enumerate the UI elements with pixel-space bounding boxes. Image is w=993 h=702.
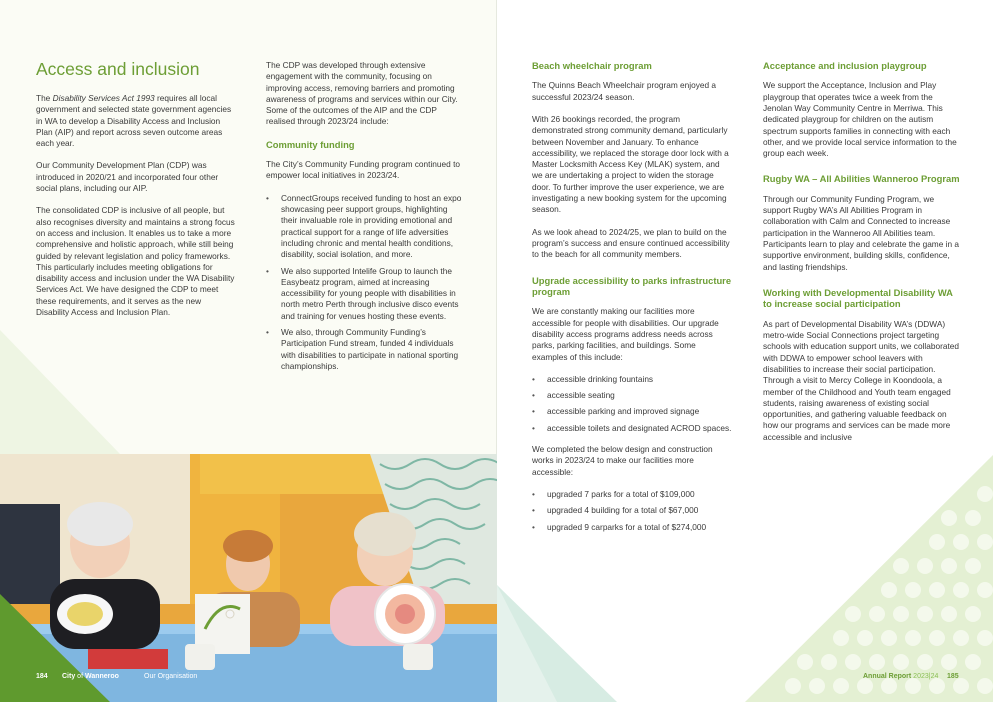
playgroup-heading: Acceptance and inclusion playgroup: [763, 60, 927, 71]
list-item: • accessible parking and improved signage: [532, 406, 732, 417]
polka-dot: [833, 678, 849, 694]
polka-dot: [977, 678, 993, 694]
polka-dot: [893, 654, 909, 670]
polka-dot: [977, 486, 993, 502]
community-funding-paragraph: The City’s Community Funding program continued to empower local initiatives in 2023/24.: [266, 159, 460, 181]
polka-dot: [833, 630, 849, 646]
polka-dot: [929, 630, 945, 646]
polka-dot: [893, 558, 909, 574]
polka-dot: [785, 678, 801, 694]
photo-illustration: [0, 454, 497, 702]
ddwa-heading: Working with Developmental Disability WA to increase social participation: [763, 286, 953, 310]
list-item: • accessible seating: [532, 390, 732, 401]
left-column-1: [36, 58, 236, 329]
page-title: Access and inclusion: [36, 59, 200, 79]
beach-wheelchair-heading: Beach wheelchair program: [532, 60, 652, 71]
pale-green-triangle: [0, 330, 120, 454]
list-item: • upgraded 4 building for a total of $67,000: [532, 505, 732, 516]
cdp-development-paragraph: The CDP was developed through extensive engagement with the community, focusing on improving access, removing barriers and promoting awareness of programs and services within our City. Some of the outcomes of the AIP and the CDP realised through 2023/24 include:: [266, 60, 458, 127]
polka-dot: [953, 534, 969, 550]
rugby-wa-heading: Rugby WA – All Abilities Wanneroo Program: [763, 173, 960, 185]
polka-dot: [965, 510, 981, 526]
polka-dot: [977, 582, 993, 598]
consolidated-cdp-paragraph: The consolidated CDP is inclusive of all people, but also recognises diversity and maintains a strong focus on access and inclusion. It enables us to take a more comprehensive and holistic approach, while still being guided by relevant legislation and policy frameworks. This particularly includes meeting obligations for disability access and inclusion under the WA Disability Services Act. We have designed the CDP to meet these requirements, and it serves as the new Disability Access and Inclusion Plan.: [36, 205, 235, 318]
polka-dot: [977, 630, 993, 646]
community-funding-heading: Community funding: [266, 138, 355, 150]
list-item: • We also supported Intelife Group to launch the Easybeatz program, aimed at increasing accessibility for young people with disabilities in north metro Perth through inclusive disco events and training for venues hosting these events.: [266, 266, 464, 322]
polka-dot: [953, 582, 969, 598]
list-item: • accessible toilets and designated ACROD spaces.: [532, 423, 732, 434]
list-item: • We also, through Community Funding’s Participation Fund stream, funded 4 individuals with disabilities to participate in national sporting championships.: [266, 327, 464, 372]
polka-dot: [941, 654, 957, 670]
intro-text-post: requires all local government and selected state government agencies in WA to develop a Disability Access and Inclusion Plan (AIP) and report across seven outcome areas each year.: [36, 93, 232, 149]
report-year: 2023|24: [911, 673, 939, 680]
polka-dot: [977, 534, 993, 550]
polka-dot: [845, 606, 861, 622]
right-column-3: [532, 60, 732, 543]
polka-dot: [869, 654, 885, 670]
beach-wheelchair-paragraph-3: As we look ahead to 2024/25, we plan to build on the program’s success and ensure continued accessibility to the beach for all community members.: [532, 226, 730, 260]
polka-dot: [965, 558, 981, 574]
annual-report-text: Annual Report: [863, 673, 912, 680]
completed-works-paragraph: We completed the below design and construction works in 2023/24 to make our facilities more accessible:: [532, 444, 713, 477]
upgrade-accessibility-paragraph: We are constantly making our facilities more accessible for people with disabilities. Our upgrade disability access programs address needs across parks, parking facilities, and buildings. Some examples of this include:: [532, 306, 719, 362]
polka-dot: [941, 510, 957, 526]
polka-dot: [881, 582, 897, 598]
left-page-number: 184: [36, 673, 48, 680]
polka-dot: [917, 558, 933, 574]
completed-works-list: [532, 489, 732, 533]
left-column-2: [266, 60, 464, 382]
report-label: [863, 672, 938, 681]
polka-dot: [869, 606, 885, 622]
polka-dot: [881, 630, 897, 646]
polka-dot: [857, 630, 873, 646]
city-name: Wanneroo: [84, 673, 119, 680]
section-label: Our Organisation: [144, 673, 198, 680]
right-column-4: [763, 60, 961, 454]
polka-dot: [941, 558, 957, 574]
beach-wheelchair-paragraph-1: The Quinns Beach Wheelchair program enjoyed a successful 2023/24 season.: [532, 80, 717, 102]
act-name: Disability Services Act 1993: [52, 93, 155, 103]
polka-dot: [941, 606, 957, 622]
right-page-number: 185: [947, 673, 959, 680]
list-item: • accessible drinking fountains: [532, 374, 732, 385]
polka-dot: [917, 654, 933, 670]
city-of: of: [75, 673, 85, 680]
polka-dot: [845, 654, 861, 670]
list-item: • upgraded 7 parks for a total of $109,000: [532, 489, 732, 500]
city-prefix: City: [62, 673, 76, 680]
polka-dot: [809, 678, 825, 694]
playgroup-paragraph: We support the Acceptance, Inclusion and Play playgroup that operates twice a week from the Jenolan Way Community Centre in Merriwa. This dedicated playgroup for children on the autism spectrum supports families in connecting with each other, and we provide local service information to the group each week.: [763, 80, 957, 159]
polka-dot: [905, 630, 921, 646]
list-item: • upgraded 9 carparks for a total of $274,000: [532, 522, 732, 533]
rugby-wa-paragraph: Through our Community Funding Program, we support Rugby WA’s All Abilities Program in collaboration with Calm and Connected to increase participation in the Wanneroo All Abilities team. Participants learn to play and celebrate the game in a supportive environment, building skills, confidence, and lasting friendships.: [763, 193, 960, 272]
polka-dot: [917, 606, 933, 622]
beach-wheelchair-paragraph-2: With 26 bookings recorded, the program demonstrated strong community demand, particularly between November and January. To enhance accessibility, we replaced the storage door lock with a Master Locksmith Access Key (MLAK) system, and we are undertaking a project to widen the storage door. To further improve the user experience, we are investigating a new booking system for the upcoming season.: [532, 114, 729, 215]
cdp-paragraph: Our Community Development Plan (CDP) was introduced in 2020/21 and incorporated four other social plans, including our AIP.: [36, 160, 219, 194]
polka-dot: [965, 654, 981, 670]
polka-dot: [797, 654, 813, 670]
polka-dot: [893, 606, 909, 622]
community-photo: [0, 454, 497, 702]
polka-dot: [953, 630, 969, 646]
city-wordmark: [62, 672, 119, 681]
ddwa-paragraph: As part of Developmental Disability WA’s (DDWA) metro-wide Social Connections project targeting schools with education support units, we collaborated with DDWA to empower school leavers with disabilities to increase their social participation. Through a visit to Mercy College in Koondoola, a member of the Childhood and Youth team engaged students, raising awareness of existing social opportunities, and gathering valuable feedback on how our programs and services can be made more accessible and inclusive: [763, 318, 960, 442]
intro-text-pre: The: [36, 93, 53, 103]
polka-dot: [965, 606, 981, 622]
accessibility-examples-list: [532, 374, 732, 434]
intro-paragraph: [36, 93, 236, 149]
upgrade-accessibility-heading: Upgrade accessibility to parks infrastructure program: [532, 274, 732, 297]
polka-dot: [929, 582, 945, 598]
community-funding-list: [266, 193, 464, 372]
polka-dot: [821, 654, 837, 670]
polka-dot: [929, 534, 945, 550]
list-item: • ConnectGroups received funding to host an expo showcasing peer support groups, highlighting their invaluable role in providing emotional and practical support for a range of life adversities including chronic and mental health conditions, disability, social isolation, and more.: [266, 193, 464, 261]
polka-dot: [905, 582, 921, 598]
